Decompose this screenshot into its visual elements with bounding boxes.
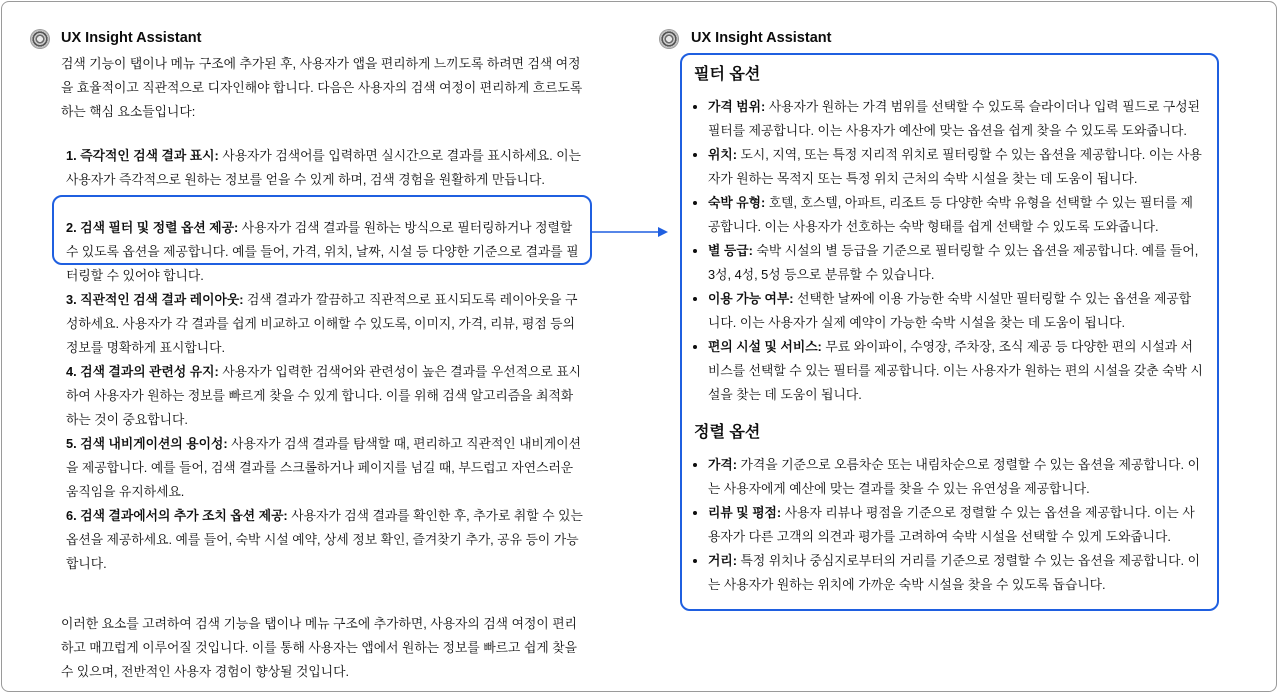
assistant-name: UX Insight Assistant: [61, 30, 202, 46]
item-title: 4. 검색 결과의 관련성 유지:: [66, 364, 219, 379]
item-title: 위치:: [708, 147, 737, 162]
item-title: 숙박 유형:: [708, 195, 766, 210]
item-text: 사용자가 검색 결과를 확인한 후, 추가로 취할 수 있는 옵션을 제공하세요. 예를 들어, 숙박 시설 예약, 상세 정보 확인, 즐겨찾기 추가, 공유 등이 가능합니다.: [66, 508, 583, 571]
assistant-avatar-icon: [660, 30, 678, 48]
item-text: 검색 결과가 깔끔하고 직관적으로 표시되도록 레이아웃을 구성하세요. 사용자가 각 결과를 쉽게 비교하고 이해할 수 있도록, 이미지, 가격, 리뷰, 평점 등의 정보를 명확하게 표시합니다.: [66, 292, 578, 355]
filter-options-list: [694, 95, 1203, 407]
filter-item: [708, 143, 1203, 191]
list-item: [66, 360, 583, 432]
item-text: 사용자 리뷰나 평점을 기준으로 정렬할 수 있는 옵션을 제공합니다. 이는 사용자가 다른 고객의 의견과 평가를 고려하여 숙박 시설을 선택할 수 있게 도와줍니다.: [708, 505, 1195, 544]
item-title: 1. 즉각적인 검색 결과 표시:: [66, 148, 219, 163]
list-item: [66, 504, 583, 576]
item-text: 숙박 시설의 별 등급을 기준으로 필터링할 수 있는 옵션을 제공합니다. 예를 들어, 3성, 4성, 5성 등으로 분류할 수 있습니다.: [708, 243, 1199, 282]
filter-item: [708, 335, 1203, 407]
connector-arrow-icon: [592, 224, 672, 240]
left-message-body: [61, 52, 583, 684]
sort-item: [708, 549, 1203, 597]
highlight-box: [52, 195, 592, 265]
item-title: 별 등급:: [708, 243, 753, 258]
item-text: 도시, 지역, 또는 특정 지리적 위치로 필터링할 수 있는 옵션을 제공합니다. 이는 사용자가 원하는 목적지 또는 특정 위치 근처의 숙박 시설을 찾는 데 도움이 됩니다.: [708, 147, 1202, 186]
item-title: 편의 시설 및 서비스:: [708, 339, 822, 354]
item-title: 리뷰 및 평점:: [708, 505, 782, 520]
item-title: 이용 가능 여부:: [708, 291, 794, 306]
filter-item: [708, 287, 1203, 335]
list-item: [66, 288, 583, 360]
filter-item: [708, 239, 1203, 287]
item-title: 2. 검색 필터 및 정렬 옵션 제공:: [66, 220, 239, 235]
item-title: 3. 직관적인 검색 결과 레이아웃:: [66, 292, 244, 307]
item-title: 5. 검색 내비게이션의 용이성:: [66, 436, 228, 451]
item-text: 사용자가 원하는 가격 범위를 선택할 수 있도록 슬라이더나 입력 필드로 구성된 필터를 제공합니다. 이는 사용자가 예산에 맞는 옵션을 쉽게 찾을 수 있도록 도와줍니다.: [708, 99, 1200, 138]
sort-item: [708, 501, 1203, 549]
item-title: 가격:: [708, 457, 737, 472]
filter-options-heading: 필터 옵션: [694, 66, 761, 83]
item-text: 특정 위치나 중심지로부터의 거리를 기준으로 정렬할 수 있는 옵션을 제공합니다. 이는 사용자가 원하는 위치에 가까운 숙박 시설을 찾을 수 있도록 돕습니다.: [708, 553, 1200, 592]
item-text: 사용자가 입력한 검색어와 관련성이 높은 결과를 우선적으로 표시하여 사용자가 원하는 정보를 빠르게 찾을 수 있게 합니다. 이를 위해 검색 알고리즘을 최적화하는 것이 중요합니다.: [66, 364, 581, 427]
assistant-avatar-icon: [31, 30, 49, 48]
item-text: 사용자가 검색 결과를 탐색할 때, 편리하고 직관적인 내비게이션을 제공합니다. 예를 들어, 검색 결과를 스크롤하거나 페이지를 넘길 때, 부드럽고 자연스러운 움직임을 유지하세요.: [66, 436, 581, 499]
sort-options-heading: 정렬 옵션: [694, 424, 761, 441]
item-text: 호텔, 호스텔, 아파트, 리조트 등 다양한 숙박 유형을 선택할 수 있는 필터를 제공합니다. 이는 사용자가 선호하는 숙박 형태를 쉽게 선택할 수 있도록 도와줍니다.: [708, 195, 1194, 234]
filter-item: [708, 191, 1203, 239]
item-text: 무료 와이파이, 수영장, 주차장, 조식 제공 등 다양한 편의 시설과 서비스를 선택할 수 있는 필터를 제공합니다. 이는 사용자가 원하는 편의 시설을 갖춘 숙박 시설을 찾는 데 도움이 됩니다.: [708, 339, 1203, 402]
filter-item: [708, 95, 1203, 143]
list-item: [66, 144, 583, 192]
sort-options-list: [694, 453, 1203, 597]
item-title: 가격 범위:: [708, 99, 766, 114]
assistant-name: UX Insight Assistant: [691, 30, 832, 46]
sort-item: [708, 453, 1203, 501]
list-item: [66, 432, 583, 504]
item-text: 사용자가 검색어를 입력하면 실시간으로 결과를 표시하세요. 이는 사용자가 즉각적으로 원하는 정보를 얻을 수 있게 하며, 검색 경험을 원활하게 만듭니다.: [66, 148, 581, 187]
item-text: 사용자가 검색 결과를 원하는 방식으로 필터링하거나 정렬할 수 있도록 옵션을 제공합니다. 예를 들어, 가격, 위치, 날짜, 시설 등 다양한 기준으로 결과를 필터링할 수 있어야 합니다.: [66, 220, 579, 283]
options-detail-box: [680, 53, 1219, 611]
item-title: 거리:: [708, 553, 737, 568]
item-text: 선택한 날짜에 이용 가능한 숙박 시설만 필터링할 수 있는 옵션을 제공합니다. 이는 사용자가 실제 예약이 가능한 숙박 시설을 찾는 데 도움이 됩니다.: [708, 291, 1192, 330]
conclusion-paragraph: 이러한 요소를 고려하여 검색 기능을 탭이나 메뉴 구조에 추가하면, 사용자의 검색 여정이 편리하고 매끄럽게 이루어질 것입니다. 이를 통해 사용자는 앱에서 원하는 정보를 빠르고 쉽게 찾을 수 있으며, 전반적인 사용자 경험이 향상될 것입니다.: [61, 616, 577, 679]
item-title: 6. 검색 결과에서의 추가 조치 옵션 제공:: [66, 508, 288, 523]
item-text: 가격을 기준으로 오름차순 또는 내림차순으로 정렬할 수 있는 옵션을 제공합니다. 이는 사용자에게 예산에 맞는 결과를 찾을 수 있는 유연성을 제공합니다.: [708, 457, 1200, 496]
intro-paragraph: 검색 기능이 탭이나 메뉴 구조에 추가된 후, 사용자가 앱을 편리하게 느끼도록 하려면 검색 여정을 효율적이고 직관적으로 디자인해야 합니다. 다음은 사용자의 검색 여정이 편리하게 흐르도록 하는 핵심 요소들입니다:: [61, 56, 583, 119]
